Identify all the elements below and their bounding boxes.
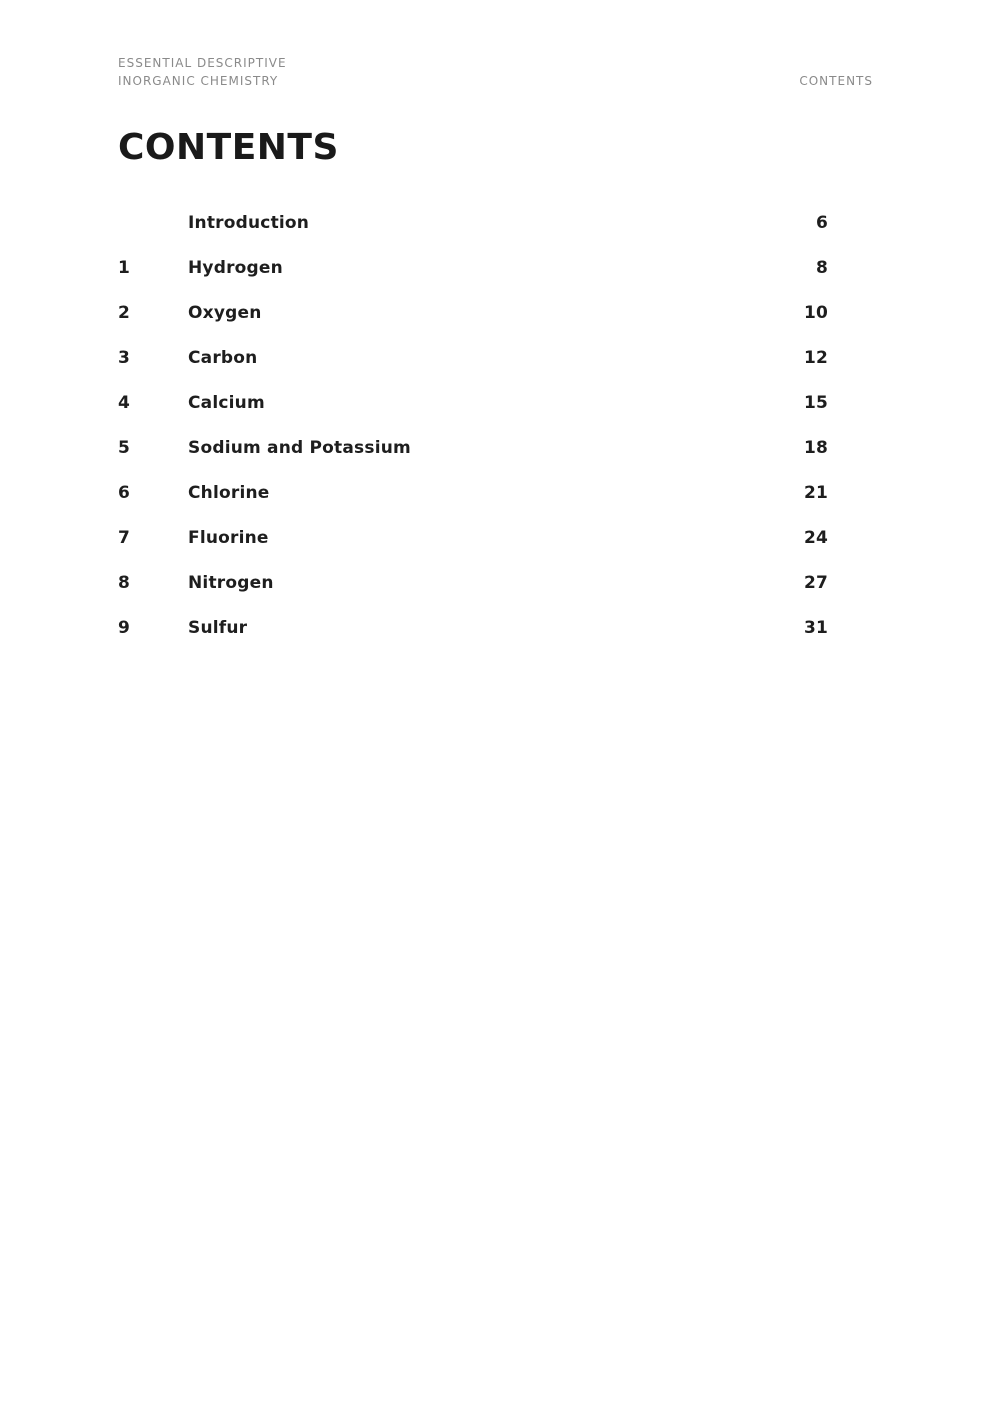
toc-entry[interactable] bbox=[118, 380, 828, 425]
toc-entry[interactable] bbox=[118, 200, 828, 245]
book-title-line-1: ESSENTIAL DESCRIPTIVE bbox=[118, 56, 287, 70]
toc-entry-title: Oxygen bbox=[188, 302, 262, 323]
toc-entry[interactable] bbox=[118, 560, 828, 605]
toc-entry[interactable] bbox=[118, 470, 828, 515]
toc-entry-number: 2 bbox=[118, 302, 131, 323]
toc-entry[interactable] bbox=[118, 515, 828, 560]
toc-entry-number: 3 bbox=[118, 347, 131, 368]
toc-entry-page: 21 bbox=[803, 482, 828, 503]
toc-entry-number: 4 bbox=[118, 392, 131, 413]
toc-entry-number: 6 bbox=[118, 482, 131, 503]
toc-entry-title: Nitrogen bbox=[188, 572, 274, 593]
toc-entry-number: 7 bbox=[118, 527, 131, 548]
book-title-line-2: INORGANIC CHEMISTRY bbox=[118, 74, 279, 88]
toc-entry[interactable] bbox=[118, 605, 828, 650]
toc-entry-number: 8 bbox=[118, 572, 131, 593]
toc-entry-page: 27 bbox=[803, 572, 828, 593]
toc-entry-page: 18 bbox=[803, 437, 828, 458]
toc-entry-title: Hydrogen bbox=[188, 257, 283, 278]
toc-entry-title: Fluorine bbox=[188, 527, 269, 548]
toc-entry-page: 24 bbox=[803, 527, 828, 548]
toc-entry[interactable] bbox=[118, 335, 828, 380]
toc-entry-number: 9 bbox=[118, 617, 131, 638]
toc-entry-title: Sodium and Potassium bbox=[188, 437, 411, 458]
toc-entry-page: 31 bbox=[803, 617, 828, 638]
toc-entry[interactable] bbox=[118, 425, 828, 470]
table-of-contents bbox=[118, 200, 828, 650]
toc-entry-title: Calcium bbox=[188, 392, 265, 413]
toc-entry-title: Sulfur bbox=[188, 617, 248, 638]
toc-entry-title: Introduction bbox=[188, 212, 310, 233]
running-head-book-title bbox=[118, 54, 287, 90]
toc-entry[interactable] bbox=[118, 290, 828, 335]
running-head-section: CONTENTS bbox=[799, 74, 873, 88]
toc-entry-page: 6 bbox=[815, 212, 828, 233]
toc-entry[interactable] bbox=[118, 245, 828, 290]
toc-entry-number: 1 bbox=[118, 257, 131, 278]
toc-entry-title: Chlorine bbox=[188, 482, 270, 503]
toc-entry-title: Carbon bbox=[188, 347, 258, 368]
toc-entry-number: 5 bbox=[118, 437, 131, 458]
page-title: CONTENTS bbox=[118, 127, 339, 168]
toc-entry-page: 10 bbox=[803, 302, 828, 323]
toc-entry-page: 8 bbox=[815, 257, 828, 278]
toc-entry-page: 15 bbox=[803, 392, 828, 413]
toc-entry-page: 12 bbox=[803, 347, 828, 368]
